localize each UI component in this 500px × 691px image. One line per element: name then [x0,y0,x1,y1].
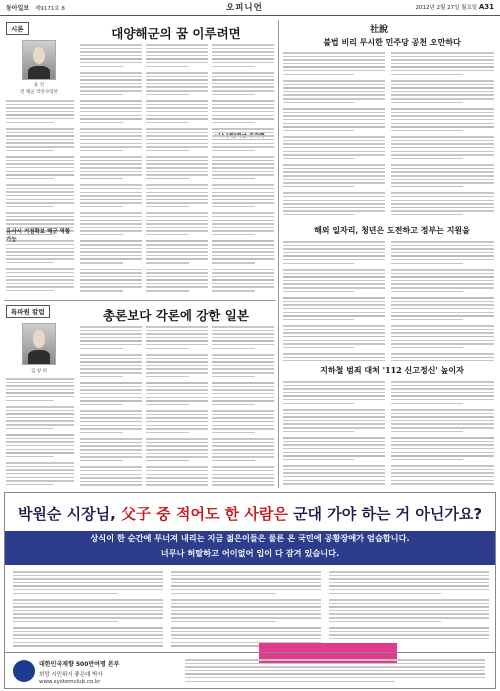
vertical-divider [278,20,279,488]
author-title-1: 전 해군 작전사령관 [20,90,58,95]
ad-headline [5,503,495,524]
column-label-siron: 시론 [6,22,29,35]
column-divider-rule [4,300,276,301]
editorial-3-col-b [391,381,494,485]
masthead-left [6,3,65,12]
column2-text-col-c [212,326,274,486]
column1-text-col-b [146,44,208,294]
editorial-1-col-b [391,52,494,220]
ad-headline-post: 군대 가야 하는 거 아닌가요? [287,505,483,523]
column-label-correspondent: 특파원 칼럼 [6,305,50,318]
ad-org-name [39,659,119,678]
ad-org-name-main: 대한민국재향 500만여명 본부 [39,661,120,668]
issue-number: 8 [61,6,65,12]
ad-band-line-2: 너무나 허탈하고 어이없어 입이 다 잠겨 있습니다. [160,548,340,558]
ad-text-col-c [329,571,489,639]
author-photo-1 [22,40,56,80]
column2-text-col-b [146,326,208,486]
author-name-1: 윤 연 [33,83,45,88]
advertisement [4,492,496,689]
edition-number: 제9171호 [34,6,60,12]
paper-name: 동아일보 [6,5,30,12]
ad-band-line-1: 상식이 한 순간에 무너져 내리는 지금 젊은이들은 물론 온 국민에 공황장애가 엄습합니다. [90,533,410,543]
column1-text-col-a [80,44,142,294]
issue-date: 2012년 2월 27일 월요일 [415,5,478,11]
author-photo-2 [22,323,56,365]
masthead-right [415,3,494,11]
editorial-2-col-a [283,241,385,361]
ad-org-sub: 희망 시민위시 좋은대 박사 [39,672,103,678]
column1-headline: 대양해군의 꿈 이루려면 [111,26,241,41]
editorial-title-2: 해외 일자리, 청년은 도전하고 정부는 지원을 [314,225,470,235]
editorial-2-col-b [391,241,494,361]
column1-text-col-c [212,44,274,294]
editorial-title-1: 불법 비리 무시한 민주당 공천 오만하다 [323,37,461,47]
author-name-2: 김 창 희 [31,369,47,374]
column1-subhead-1: 유사시 거점확보 해군 역할 가능 [6,229,71,243]
ad-text-col-a [13,571,163,647]
column2-text-col-a [80,326,142,486]
masthead [0,0,500,16]
editorial-3-col-a [283,381,385,485]
column2-headline: 총론보다 각론에 강한 일본 [103,308,249,323]
editorial-title-3: 지하철 범죄 대처 '112 신고정신' 높이자 [320,365,464,375]
section-title: 오피니언 [226,3,263,13]
ad-footer [5,652,495,688]
ad-url[interactable]: www.systemclub.co.kr [39,679,101,685]
page-number: A31 [478,3,494,11]
ad-band [5,531,495,565]
editorial-1-col-a [283,52,385,220]
editorial-label: 社說 [370,25,389,35]
ad-headline-red: 父子 중 적어도 한 사람은 [121,505,288,523]
column2-left-text [6,378,74,486]
org-logo-icon [13,660,35,682]
ad-headline-pre: 박원순 시장님, [17,505,122,523]
column1-left-text [6,100,74,296]
ad-footer-text [185,659,485,685]
ad-text-col-b [171,571,321,647]
